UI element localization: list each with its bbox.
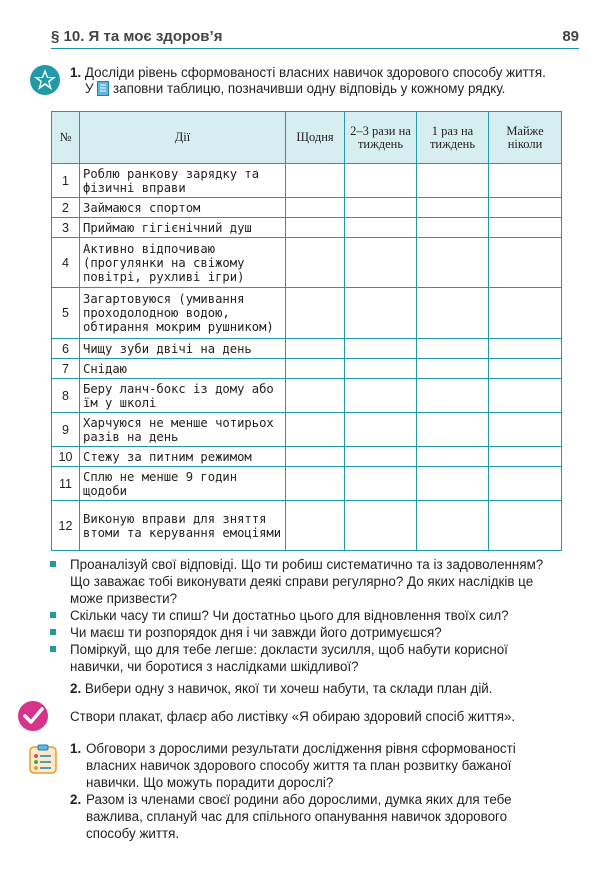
row-action: Роблю ранкову зарядку та фізичні вправи bbox=[80, 164, 286, 198]
answer-cell[interactable] bbox=[345, 164, 417, 198]
family-task-number: 1. bbox=[70, 741, 82, 756]
header-once: 1 раз на тиждень bbox=[417, 112, 489, 164]
answer-cell[interactable] bbox=[417, 339, 489, 359]
row-action: Беру ланч-бокс із дому або їм у школі bbox=[80, 379, 286, 413]
list-item bbox=[70, 791, 560, 842]
task-1-number: 1. bbox=[70, 65, 82, 80]
row-action: Сплю не менше 9 годин щодоби bbox=[80, 467, 286, 501]
answer-cell[interactable] bbox=[286, 238, 345, 288]
answer-cell[interactable] bbox=[345, 379, 417, 413]
row-action: Займаюся спортом bbox=[80, 198, 286, 218]
answer-cell[interactable] bbox=[417, 501, 489, 551]
row-number: 4 bbox=[52, 238, 80, 288]
bullet-square-icon bbox=[50, 561, 56, 567]
task-1-line2: заповни таблицю, позначивши одну відповідь у кожному рядку. bbox=[112, 81, 506, 96]
table-row bbox=[52, 164, 562, 198]
answer-cell[interactable] bbox=[417, 288, 489, 339]
table-row bbox=[52, 413, 562, 447]
family-tasks bbox=[70, 740, 560, 842]
table-header-row bbox=[52, 112, 562, 164]
answer-cell[interactable] bbox=[489, 501, 562, 551]
answer-cell[interactable] bbox=[345, 218, 417, 238]
answer-cell[interactable] bbox=[489, 198, 562, 218]
table-row bbox=[52, 198, 562, 218]
answer-cell[interactable] bbox=[286, 164, 345, 198]
table-row bbox=[52, 339, 562, 359]
section-title: § 10. Я та моє здоров’я bbox=[51, 28, 223, 45]
answer-cell[interactable] bbox=[489, 218, 562, 238]
row-action: Приймаю гігієнічний душ bbox=[80, 218, 286, 238]
answer-cell[interactable] bbox=[489, 359, 562, 379]
task-2 bbox=[70, 681, 493, 696]
answer-cell[interactable] bbox=[489, 379, 562, 413]
habits-table bbox=[51, 111, 562, 551]
row-action: Чищу зуби двічі на день bbox=[80, 339, 286, 359]
answer-cell[interactable] bbox=[286, 198, 345, 218]
answer-cell[interactable] bbox=[286, 413, 345, 447]
row-action: Загартовуюся (умивання проходолодною водою, обтирання мокрим рушником) bbox=[80, 288, 286, 339]
answer-cell[interactable] bbox=[417, 359, 489, 379]
answer-cell[interactable] bbox=[345, 198, 417, 218]
answer-cell[interactable] bbox=[489, 164, 562, 198]
answer-cell[interactable] bbox=[345, 359, 417, 379]
header-number: № bbox=[52, 112, 80, 164]
family-task-number: 2. bbox=[70, 792, 82, 807]
answer-cell[interactable] bbox=[345, 238, 417, 288]
page-header bbox=[51, 28, 579, 50]
row-number: 5 bbox=[52, 288, 80, 339]
answer-cell[interactable] bbox=[345, 447, 417, 467]
answer-cell[interactable] bbox=[417, 467, 489, 501]
answer-cell[interactable] bbox=[489, 339, 562, 359]
row-number: 11 bbox=[52, 467, 80, 501]
answer-cell[interactable] bbox=[489, 238, 562, 288]
answer-cell[interactable] bbox=[286, 447, 345, 467]
table-row bbox=[52, 467, 562, 501]
answer-cell[interactable] bbox=[345, 413, 417, 447]
reflection-bullets bbox=[48, 556, 564, 675]
row-action: Снідаю bbox=[80, 359, 286, 379]
answer-cell[interactable] bbox=[489, 288, 562, 339]
bullet-text: Скільки часу ти спиш? Чи достатньо цього для відновлення твоїх сил? bbox=[70, 608, 509, 623]
table-row bbox=[52, 447, 562, 467]
bullet-square-icon bbox=[50, 646, 56, 652]
star-icon bbox=[29, 64, 61, 96]
answer-cell[interactable] bbox=[417, 238, 489, 288]
list-item bbox=[48, 641, 564, 675]
row-number: 7 bbox=[52, 359, 80, 379]
family-task-text: Разом із членами своєї родини або дорослими, думка яких для тебе важлива, сплануй час для спільного опанування навичок здорового способу життя. bbox=[86, 792, 512, 841]
row-number: 3 bbox=[52, 218, 80, 238]
row-number: 1 bbox=[52, 164, 80, 198]
row-number: 2 bbox=[52, 198, 80, 218]
answer-cell[interactable] bbox=[286, 359, 345, 379]
row-number: 8 bbox=[52, 379, 80, 413]
answer-cell[interactable] bbox=[286, 467, 345, 501]
list-item bbox=[48, 624, 564, 641]
family-task-text: Обговори з дорослими результати дослідження рівня сформованості власних навичок здорового способу життя та план розвитку бажаної навички. Що можуть порадити дорослі? bbox=[86, 741, 516, 790]
bullet-text: Поміркуй, що для тебе легше: докласти зусилля, щоб набути корисної навички, чи боротися з наслідками шкідливої? bbox=[70, 642, 508, 674]
bullet-square-icon bbox=[50, 629, 56, 635]
answer-cell[interactable] bbox=[417, 413, 489, 447]
answer-cell[interactable] bbox=[345, 339, 417, 359]
row-number: 12 bbox=[52, 501, 80, 551]
answer-cell[interactable] bbox=[417, 447, 489, 467]
family-checklist-icon bbox=[29, 744, 57, 774]
answer-cell[interactable] bbox=[417, 379, 489, 413]
answer-cell[interactable] bbox=[417, 198, 489, 218]
row-action: Харчуюся не менше чотирьох разів на день bbox=[80, 413, 286, 447]
answer-cell[interactable] bbox=[345, 467, 417, 501]
table-row bbox=[52, 218, 562, 238]
header-almost-never: Майже ніколи bbox=[489, 112, 562, 164]
list-item bbox=[48, 556, 564, 607]
row-action: Стежу за питним режимом bbox=[80, 447, 286, 467]
row-number: 6 bbox=[52, 339, 80, 359]
row-number: 10 bbox=[52, 447, 80, 467]
answer-cell[interactable] bbox=[286, 339, 345, 359]
table-row bbox=[52, 288, 562, 339]
answer-cell[interactable] bbox=[489, 467, 562, 501]
row-action: Виконую вправи для зняття втоми та керування емоціями bbox=[80, 501, 286, 551]
table-row bbox=[52, 359, 562, 379]
table-row bbox=[52, 379, 562, 413]
task-2-number: 2. bbox=[70, 681, 82, 696]
header-rule bbox=[51, 48, 579, 49]
header-daily: Щодня bbox=[286, 112, 345, 164]
answer-cell[interactable] bbox=[489, 447, 562, 467]
checkmark-icon bbox=[17, 700, 49, 732]
answer-cell[interactable] bbox=[417, 218, 489, 238]
poster-task: Створи плакат, флаєр або листівку «Я обираю здоровий спосіб життя». bbox=[70, 709, 516, 724]
answer-cell[interactable] bbox=[286, 288, 345, 339]
table-row bbox=[52, 238, 562, 288]
answer-cell[interactable] bbox=[345, 288, 417, 339]
list-item bbox=[48, 607, 564, 624]
answer-cell[interactable] bbox=[417, 164, 489, 198]
answer-cell[interactable] bbox=[286, 501, 345, 551]
answer-cell[interactable] bbox=[489, 413, 562, 447]
bullet-text: Чи маєш ти розпорядок дня і чи завжди його дотримуєшся? bbox=[70, 625, 442, 640]
task-1-line1: Досліди рівень сформованості власних навичок здорового способу життя. bbox=[84, 65, 546, 80]
row-action: Активно відпочиваю (прогулянки на свіжому повітрі, рухливі ігри) bbox=[80, 238, 286, 288]
answer-cell[interactable] bbox=[286, 218, 345, 238]
task-1-prefix: У bbox=[85, 81, 94, 96]
row-number: 9 bbox=[52, 413, 80, 447]
header-actions: Дії bbox=[80, 112, 286, 164]
page-number: 89 bbox=[562, 28, 579, 45]
bullet-square-icon bbox=[50, 612, 56, 618]
answer-cell[interactable] bbox=[286, 379, 345, 413]
list-item bbox=[70, 740, 560, 791]
header-2-3-times: 2–3 рази на тиждень bbox=[345, 112, 417, 164]
task-2-text: Вибери одну з навичок, якої ти хочеш набути, та склади план дій. bbox=[84, 681, 493, 696]
workbook-icon bbox=[97, 81, 109, 96]
table-row bbox=[52, 501, 562, 551]
answer-cell[interactable] bbox=[345, 501, 417, 551]
bullet-text: Проаналізуй свої відповіді. Що ти робиш систематично та із задоволенням? Що заважає тобі виконувати деякі справи регулярно? До яких наслідків це може призвести? bbox=[70, 557, 544, 606]
task-1 bbox=[70, 65, 570, 97]
